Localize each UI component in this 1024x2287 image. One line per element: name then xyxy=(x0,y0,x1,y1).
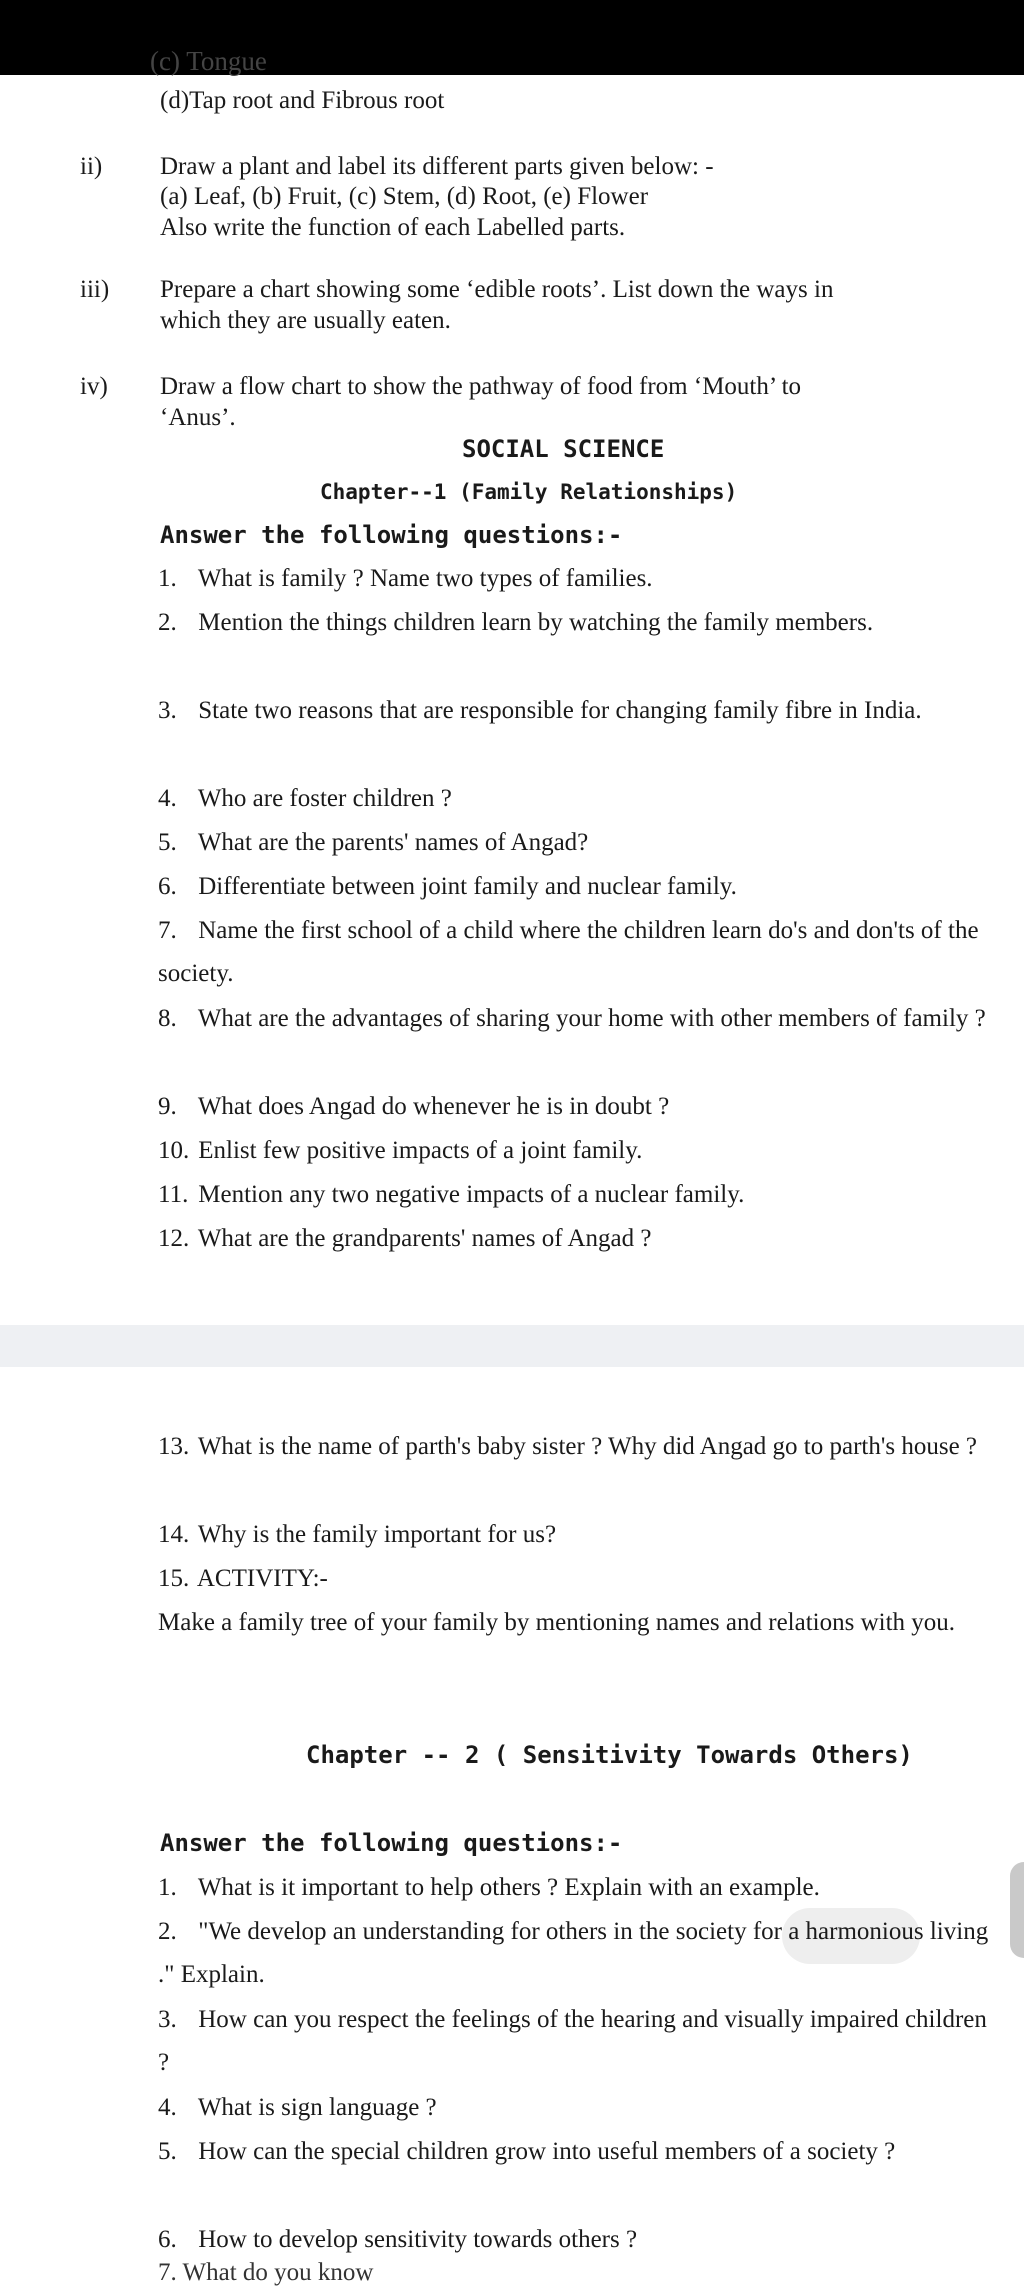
question-3: 3. State two reasons that are responsible for changing family fibre in India. xyxy=(158,697,922,724)
item-iii-number: iii) xyxy=(80,276,110,303)
question-2: 2. Mention the things children learn by watching the family members. xyxy=(158,609,874,636)
question-8: 8. What are the advantages of sharing your home with other members of family ? xyxy=(158,1005,986,1032)
ch2-question-5: 5. How can the special children grow into useful members of a society ? xyxy=(158,2138,896,2165)
item-iv-line-2: ‘Anus’. xyxy=(160,404,236,431)
item-iii-line-1: Prepare a chart showing some ‘edible roots’. List down the ways in xyxy=(160,276,834,303)
item-iv-line-1: Draw a flow chart to show the pathway of food from ‘Mouth’ to xyxy=(160,373,802,400)
question-7: 7. Name the first school of a child where the children learn do's and don'ts of the society. xyxy=(158,917,979,987)
question-10: 10. Enlist few positive impacts of a joint family. xyxy=(158,1137,643,1164)
question-14: 14. Why is the family important for us? xyxy=(158,1521,557,1548)
cropped-next-line: 7. What do you know xyxy=(158,2259,374,2286)
ch2-question-3: 3. How can you respect the feelings of the hearing and visually impaired children ? xyxy=(158,2006,987,2076)
item-ii-line-2: (a) Leaf, (b) Fruit, (c) Stem, (d) Root, (e) Flower xyxy=(160,183,649,210)
answer-heading-1: Answer the following questions:- xyxy=(160,521,623,549)
question-5: 5. What are the parents' names of Angad? xyxy=(158,829,589,856)
option-d: (d)Tap root and Fibrous root xyxy=(160,87,445,114)
ch2-question-2: 2. "We develop an understanding for others in the society for a harmonious living ." Explain. xyxy=(158,1918,989,1988)
question-15: 15. ACTIVITY:- xyxy=(158,1565,328,1592)
question-4: 4. Who are foster children ? xyxy=(158,785,452,812)
social-science-title: SOCIAL SCIENCE xyxy=(462,435,665,463)
item-ii-line-3: Also write the function of each Labelled parts. xyxy=(160,214,626,241)
question-13: 13. What is the name of parth's baby sister ? Why did Angad go to parth's house ? xyxy=(158,1433,978,1460)
edge-scroll-marker xyxy=(1010,1862,1024,1958)
question-6: 6. Differentiate between joint family and nuclear family. xyxy=(158,873,737,900)
page-separator xyxy=(0,1325,1024,1367)
question-1: 1. What is family ? Name two types of families. xyxy=(158,565,653,592)
chapter-2-heading: Chapter -- 2 ( Sensitivity Towards Others) xyxy=(306,1741,913,1769)
answer-heading-2: Answer the following questions:- xyxy=(160,1829,623,1857)
cropped-previous-line: (c) Tongue xyxy=(150,46,267,76)
question-12: 12. What are the grandparents' names of Angad ? xyxy=(158,1225,652,1252)
item-iii-line-2: which they are usually eaten. xyxy=(160,307,451,334)
question-11: 11. Mention any two negative impacts of a nuclear family. xyxy=(158,1181,745,1208)
question-9: 9. What does Angad do whenever he is in doubt ? xyxy=(158,1093,670,1120)
chapter-1-heading: Chapter--1 (Family Relationships) xyxy=(320,480,738,504)
item-ii-number: ii) xyxy=(80,153,103,180)
item-iv-number: iv) xyxy=(80,373,108,400)
ch2-question-6: 6. How to develop sensitivity towards others ? xyxy=(158,2226,638,2253)
activity-text: Make a family tree of your family by mentioning names and relations with you. xyxy=(158,1609,956,1636)
ch2-question-1: 1. What is it important to help others ? Explain with an example. xyxy=(158,1874,820,1901)
ch2-question-4: 4. What is sign language ? xyxy=(158,2094,437,2121)
item-ii-line-1: Draw a plant and label its different parts given below: - xyxy=(160,153,714,180)
